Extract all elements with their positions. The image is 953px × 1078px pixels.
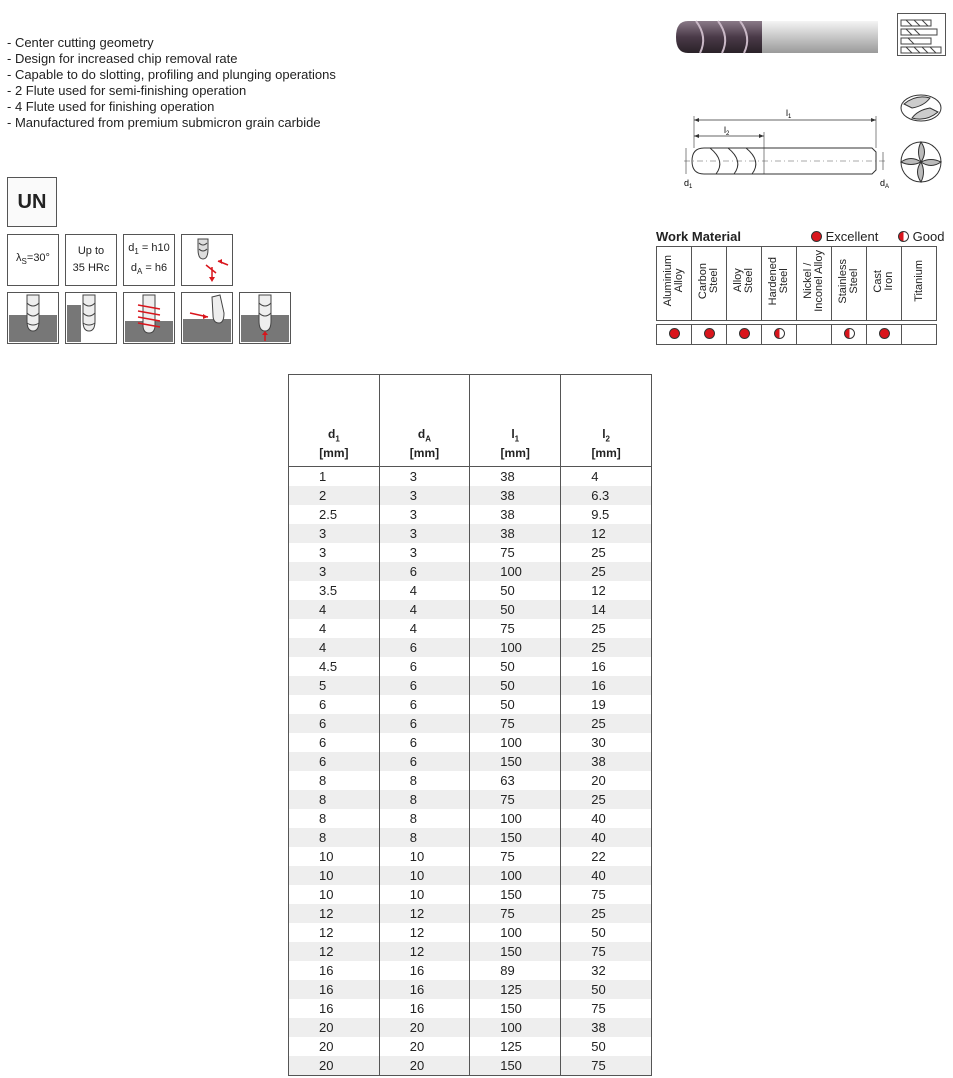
table-cell: 38 — [470, 505, 561, 524]
table-cell: 50 — [470, 695, 561, 714]
dimensions-table — [288, 374, 652, 1076]
material-rating — [692, 325, 727, 345]
table-cell: 6 — [379, 562, 469, 581]
table-cell: 9.5 — [561, 505, 652, 524]
table-cell: 6 — [379, 676, 469, 695]
excellent-dot-icon — [811, 231, 822, 242]
table-row — [289, 638, 652, 657]
two-flute-cross-section-icon — [896, 88, 946, 133]
hardness-line1: Up to — [77, 245, 105, 257]
table-cell: 16 — [561, 657, 652, 676]
material-label: Alloy Steel — [732, 268, 755, 294]
table-cell: 20 — [379, 1056, 469, 1076]
table-cell: 6 — [289, 714, 380, 733]
table-row — [289, 562, 652, 581]
hardness-line2: 35 HRc — [72, 262, 110, 274]
table-cell: 4 — [289, 619, 380, 638]
header-unit: [mm] — [500, 446, 530, 460]
table-cell: 3 — [379, 467, 469, 487]
header-symbol: l — [511, 426, 515, 441]
table-cell: 50 — [561, 923, 652, 942]
tolerance-box — [123, 234, 175, 286]
table-row — [289, 695, 652, 714]
table-row — [289, 866, 652, 885]
table-row — [289, 581, 652, 600]
helix-angle-box — [7, 234, 59, 286]
material-rating — [867, 325, 902, 345]
profiling-icon — [65, 292, 117, 344]
good-half-dot-icon — [774, 328, 785, 339]
table-cell: 100 — [470, 1018, 561, 1037]
table-cell: 8 — [379, 809, 469, 828]
feature-item: - Capable to do slotting, profiling and plunging operations — [7, 67, 336, 82]
table-cell: 100 — [470, 923, 561, 942]
table-cell: 75 — [470, 790, 561, 809]
material-label: Titanium — [912, 260, 925, 302]
table-cell: 5 — [289, 676, 380, 695]
header-sub: 2 — [605, 434, 610, 443]
table-cell: 3 — [379, 505, 469, 524]
table-cell: 3 — [379, 543, 469, 562]
material-rating — [727, 325, 762, 345]
header-unit: [mm] — [409, 446, 440, 460]
feature-item: - 2 Flute used for semi-finishing operation — [7, 83, 247, 98]
table-cell: 6 — [289, 752, 380, 771]
table-cell: 10 — [289, 885, 380, 904]
table-cell: 75 — [470, 714, 561, 733]
plunging-icon — [239, 292, 291, 344]
table-cell: 4 — [379, 581, 469, 600]
table-row — [289, 486, 652, 505]
table-cell: 75 — [470, 847, 561, 866]
table-cell: 6 — [289, 695, 380, 714]
table-cell: 89 — [470, 961, 561, 980]
table-row — [289, 619, 652, 638]
table-cell: 25 — [561, 904, 652, 923]
table-cell: 14 — [561, 600, 652, 619]
material-header — [762, 247, 797, 321]
table-row — [289, 524, 652, 543]
table-cell: 38 — [470, 524, 561, 543]
material-rating — [797, 325, 832, 345]
table-row — [289, 600, 652, 619]
table-cell: 25 — [561, 562, 652, 581]
table-cell: 75 — [561, 885, 652, 904]
table-cell: 10 — [289, 847, 380, 866]
table-cell: 12 — [561, 524, 652, 543]
table-cell: 75 — [470, 543, 561, 562]
good-half-dot-icon — [844, 328, 855, 339]
dA-value: = h6 — [145, 262, 168, 274]
four-flute-cross-section-icon — [896, 136, 946, 193]
header-sub: 1 — [514, 434, 520, 443]
material-label: Stainless Steel — [837, 258, 860, 304]
work-material-title: Work Material — [656, 229, 742, 244]
table-cell: 125 — [470, 1037, 561, 1056]
column-header — [289, 375, 380, 467]
table-cell: 50 — [561, 980, 652, 999]
header-symbol: l — [602, 426, 606, 441]
slotting-icon — [7, 292, 59, 344]
table-row — [289, 999, 652, 1018]
table-cell: 8 — [379, 771, 469, 790]
table-cell: 4 — [289, 638, 380, 657]
material-label: Aluminium Alloy — [662, 255, 685, 307]
table-row — [289, 714, 652, 733]
material-header — [832, 247, 867, 321]
table-cell: 100 — [470, 638, 561, 657]
material-label: Hardened Steel — [767, 256, 790, 306]
header-symbol: d — [327, 426, 336, 441]
helix-symbol: λ — [16, 251, 22, 264]
table-cell: 8 — [289, 809, 380, 828]
column-header — [379, 375, 469, 467]
table-row — [289, 467, 652, 487]
table-row — [289, 1056, 652, 1076]
table-cell: 150 — [470, 999, 561, 1018]
table-cell: 150 — [470, 942, 561, 961]
table-cell: 8 — [379, 790, 469, 809]
table-row — [289, 904, 652, 923]
column-header — [561, 375, 652, 467]
feature-item: - 4 Flute used for finishing operation — [7, 99, 215, 114]
table-cell: 16 — [561, 676, 652, 695]
table-cell: 50 — [470, 581, 561, 600]
table-cell: 12 — [379, 923, 469, 942]
table-cell: 40 — [561, 866, 652, 885]
legend-good — [898, 229, 944, 244]
table-row — [289, 923, 652, 942]
table-cell: 16 — [289, 980, 380, 999]
table-cell: 150 — [470, 885, 561, 904]
table-cell: 75 — [561, 1056, 652, 1076]
table-cell: 20 — [379, 1018, 469, 1037]
flute-type-icon — [897, 13, 946, 56]
table-cell: 150 — [470, 752, 561, 771]
table-row — [289, 505, 652, 524]
table-cell: 8 — [289, 771, 380, 790]
d1-label: d — [128, 241, 135, 254]
header-unit: [mm] — [591, 446, 621, 460]
table-cell: 6.3 — [561, 486, 652, 505]
table-cell: 75 — [470, 904, 561, 923]
table-cell: 4.5 — [289, 657, 380, 676]
excellent-dot-icon — [879, 328, 890, 339]
table-cell: 6 — [379, 695, 469, 714]
table-cell: 20 — [379, 1037, 469, 1056]
table-cell: 20 — [289, 1056, 380, 1076]
header-sub: A — [425, 434, 432, 443]
table-cell: 100 — [470, 809, 561, 828]
table-cell: 25 — [561, 714, 652, 733]
helix-sub: S — [21, 257, 27, 267]
table-cell: 12 — [289, 942, 380, 961]
table-cell: 50 — [470, 657, 561, 676]
table-cell: 30 — [561, 733, 652, 752]
excellent-dot-icon — [669, 328, 680, 339]
table-row — [289, 733, 652, 752]
table-cell: 3 — [379, 486, 469, 505]
legend-good-label: Good — [912, 229, 945, 244]
table-cell: 12 — [289, 904, 380, 923]
table-cell: 38 — [470, 467, 561, 487]
table-cell: 19 — [561, 695, 652, 714]
table-cell: 38 — [561, 1018, 652, 1037]
table-cell: 12 — [379, 904, 469, 923]
good-half-dot-icon — [898, 231, 909, 242]
helix-angle-value — [16, 250, 50, 270]
table-cell: 2 — [289, 486, 380, 505]
legend-excellent — [811, 229, 878, 244]
legend-excellent-label: Excellent — [825, 229, 879, 244]
excellent-dot-icon — [704, 328, 715, 339]
table-row — [289, 942, 652, 961]
table-row — [289, 1037, 652, 1056]
table-cell: 3 — [289, 524, 380, 543]
table-cell: 75 — [561, 942, 652, 961]
table-cell: 150 — [470, 828, 561, 847]
dA-sub: A — [137, 267, 143, 277]
table-cell: 4 — [561, 467, 652, 487]
hardness-box — [65, 234, 117, 286]
table-cell: 3.5 — [289, 581, 380, 600]
table-cell: 12 — [379, 942, 469, 961]
table-cell: 100 — [470, 866, 561, 885]
dA-label: d — [130, 262, 137, 274]
table-cell: 3 — [289, 562, 380, 581]
table-cell: 50 — [470, 600, 561, 619]
table-cell: 16 — [379, 980, 469, 999]
table-cell: 25 — [561, 638, 652, 657]
work-material-table — [656, 246, 937, 345]
table-cell: 12 — [289, 923, 380, 942]
table-cell: 25 — [561, 543, 652, 562]
table-cell: 25 — [561, 790, 652, 809]
table-cell: 8 — [289, 828, 380, 847]
feature-list — [7, 35, 336, 131]
table-cell: 10 — [379, 847, 469, 866]
table-cell: 40 — [561, 828, 652, 847]
table-cell: 12 — [561, 581, 652, 600]
table-cell: 40 — [561, 809, 652, 828]
table-row — [289, 828, 652, 847]
material-header — [727, 247, 762, 321]
table-cell: 4 — [379, 619, 469, 638]
table-cell: 16 — [289, 999, 380, 1018]
material-rating — [762, 325, 797, 345]
table-cell: 6 — [289, 733, 380, 752]
feature-item: - Center cutting geometry — [7, 35, 154, 50]
table-row — [289, 847, 652, 866]
table-row — [289, 961, 652, 980]
helix-value: =30° — [26, 251, 50, 264]
table-cell: 125 — [470, 980, 561, 999]
material-header — [657, 247, 692, 321]
table-cell: 20 — [289, 1018, 380, 1037]
table-row — [289, 657, 652, 676]
table-cell: 6 — [379, 657, 469, 676]
table-cell: 8 — [289, 790, 380, 809]
excellent-dot-icon — [739, 328, 750, 339]
material-header — [797, 247, 832, 321]
table-cell: 6 — [379, 638, 469, 657]
table-cell: 25 — [561, 619, 652, 638]
l2-label: $l_2$ — [724, 125, 730, 137]
table-cell: 4 — [379, 600, 469, 619]
l1-label: $l_1$ — [786, 108, 792, 120]
table-cell: 38 — [561, 752, 652, 771]
table-cell: 16 — [379, 961, 469, 980]
material-rating — [902, 325, 937, 345]
table-row — [289, 771, 652, 790]
table-row — [289, 885, 652, 904]
tolerance-d1 — [128, 240, 169, 260]
table-cell: 75 — [470, 619, 561, 638]
tolerance-dA — [131, 260, 167, 280]
table-cell: 75 — [561, 999, 652, 1018]
table-row — [289, 790, 652, 809]
table-cell: 16 — [289, 961, 380, 980]
header-sub: 1 — [335, 434, 340, 443]
material-header — [867, 247, 902, 321]
table-row — [289, 676, 652, 695]
dA-diagram-label: $d_A$ — [880, 178, 890, 190]
feature-item: - Manufactured from premium submicron grain carbide — [7, 115, 321, 130]
table-cell: 100 — [470, 562, 561, 581]
table-cell: 38 — [470, 486, 561, 505]
feature-item: - Design for increased chip removal rate — [7, 51, 238, 66]
table-row — [289, 809, 652, 828]
end-mill-diagram — [676, 104, 896, 197]
material-header — [692, 247, 727, 321]
table-cell: 3 — [289, 543, 380, 562]
table-row — [289, 1018, 652, 1037]
table-cell: 50 — [470, 676, 561, 695]
table-cell: 20 — [561, 771, 652, 790]
material-header — [902, 247, 937, 321]
table-cell: 6 — [379, 752, 469, 771]
table-cell: 10 — [379, 866, 469, 885]
table-row — [289, 543, 652, 562]
d1-diagram-label: $d_1$ — [684, 178, 693, 190]
table-cell: 8 — [379, 828, 469, 847]
table-cell: 20 — [289, 1037, 380, 1056]
material-label: Cast Iron — [872, 269, 895, 293]
table-cell: 22 — [561, 847, 652, 866]
table-cell: 1 — [289, 467, 380, 487]
d1-sub: 1 — [134, 247, 139, 256]
material-rating — [657, 325, 692, 345]
table-cell: 6 — [379, 714, 469, 733]
header-symbol: d — [417, 426, 426, 441]
plunge-direction-icon — [181, 234, 233, 286]
series-code-badge: UN — [7, 177, 57, 227]
table-cell: 6 — [379, 733, 469, 752]
table-cell: 50 — [561, 1037, 652, 1056]
helical-milling-icon — [123, 292, 175, 344]
material-label: Carbon Steel — [697, 262, 720, 300]
table-cell: 4 — [289, 600, 380, 619]
ramping-icon — [181, 292, 233, 344]
table-cell: 63 — [470, 771, 561, 790]
table-cell: 100 — [470, 733, 561, 752]
table-cell: 10 — [379, 885, 469, 904]
table-cell: 150 — [470, 1056, 561, 1076]
table-cell: 16 — [379, 999, 469, 1018]
header-unit: [mm] — [319, 446, 349, 460]
table-cell: 32 — [561, 961, 652, 980]
column-header — [470, 375, 561, 467]
table-cell: 3 — [379, 524, 469, 543]
table-cell: 2.5 — [289, 505, 380, 524]
end-mill-photo — [676, 17, 878, 62]
table-cell: 10 — [289, 866, 380, 885]
material-rating — [832, 325, 867, 345]
table-row — [289, 752, 652, 771]
d1-value: = h10 — [141, 241, 170, 254]
table-row — [289, 980, 652, 999]
material-label: Nickel / Inconel Alloy — [802, 250, 825, 312]
